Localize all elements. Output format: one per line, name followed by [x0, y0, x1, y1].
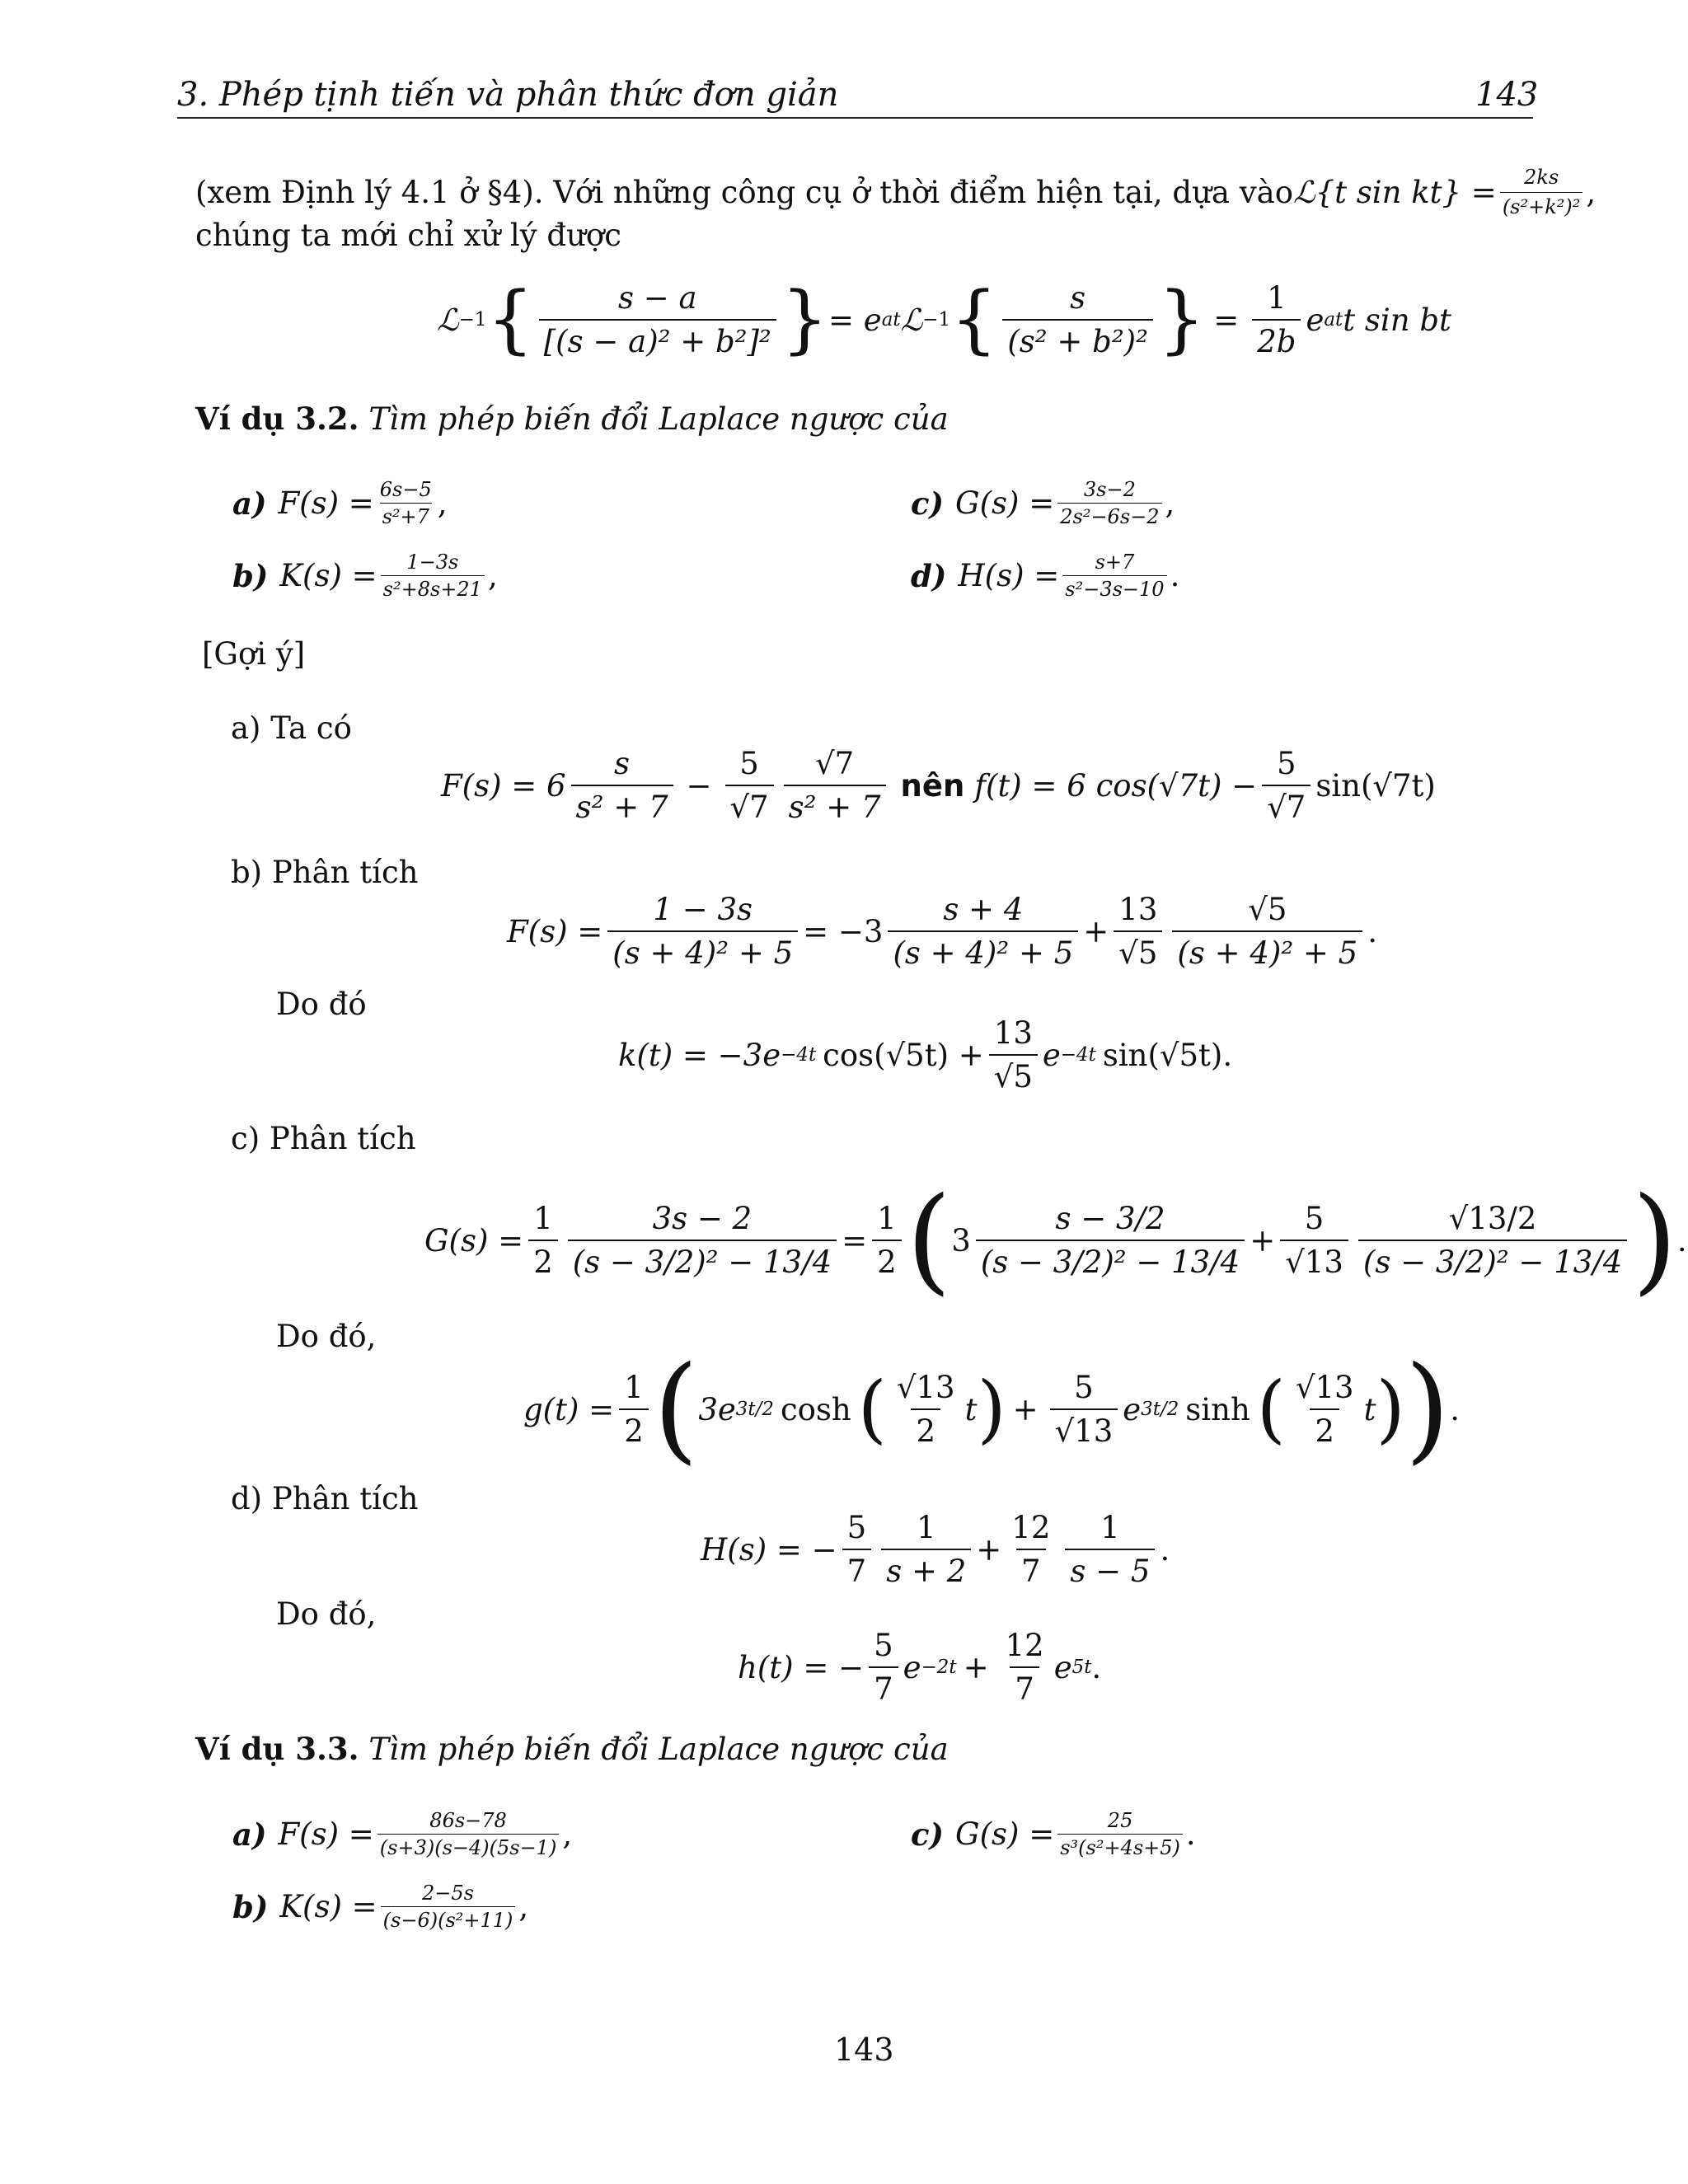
hint-b-equation: F(s) = $\frac{1 - 3s}{\text{(s + 4)² + 5}}$ = −3 $\frac{s + 4}{\text{(s + 4)² + 5}}$ + $\frac{13}{√5}$ $\frac{√5}{\text{(s + 4)² + 5}}$ .: [507, 892, 1377, 971]
ex32-item-c: c) G(s) = $\frac{3s-2}{\text{2s²−6s−2}}$ ,: [911, 478, 1175, 528]
ex32-item-b: b) K(s) = $\frac{1-3s}{\text{s²+8s+21}}$ ,: [232, 551, 498, 601]
intro-fraction: $\frac{2ks}{\text{(s²+k²)²}}$: [1500, 165, 1583, 220]
example-3-2-heading: Ví dụ 3.2. Tìm phép biến đổi Laplace ngược của: [195, 401, 949, 437]
ex33-item-c: c) G(s) = $\frac{25}{\text{s³(s²+4s+5)}}$ .: [911, 1809, 1196, 1859]
hint-b-intro: b) Phân tích: [231, 855, 419, 890]
hint-d-result: h(t) = − $\frac{5}{7}$ e −2t + $\frac{12}{7}$ e 5t .: [738, 1628, 1102, 1707]
hint-title: [Gợi ý]: [202, 636, 306, 672]
intro-text: (xem Định lý 4.1 ở §4). Với những công cụ ở thời điểm hiện tại, dựa vào: [195, 174, 1293, 210]
ex32-item-a: a) F(s) = $\frac{6s-5}{\text{s²+7}}$ ,: [232, 478, 448, 528]
hint-c-result: g(t) = $\frac{1}{2}$ ( 3e 3t/2 cosh ( $\frac{√13}{2}$ t ) + $\frac{5}{√13}$ e 3t/2 sinh ( $\frac{√13}{2}$ t ) ) .: [523, 1342, 1460, 1476]
hint-c-then: Do đó,: [276, 1319, 377, 1354]
hint-a-equation: F(s) = 6 $\frac{s}{\text{s² + 7}}$ − $\frac{5}{√7}$ $\frac{√7}{\text{s² + 7}}$ nên f(t) = 6 cos(√7t) − $\frac{5}{√7}$ sin(√7t): [441, 746, 1436, 825]
hint-d-then: Do đó,: [276, 1596, 377, 1632]
running-header-page: 143: [1475, 76, 1539, 114]
page-number: 143: [834, 2032, 894, 2068]
intro-line-1: (xem Định lý 4.1 ở §4). Với những công cụ ở thời điểm hiện tại, dựa vào ℒ{t sin kt} = $\frac{2ks}{\text{(s²+k²)²}}$ ,: [195, 165, 1596, 220]
hint-a-intro: a) Ta có: [231, 710, 352, 746]
ex32-item-d: d) H(s) = $\frac{s+7}{\text{s²−3s−10}}$ .: [911, 551, 1180, 601]
ex33-item-a: a) F(s) = $\frac{86s-78}{(s+3)(s-4)(5s-1)}$ ,: [232, 1809, 573, 1859]
hint-c-intro: c) Phân tích: [231, 1121, 416, 1156]
hint-c-equation: G(s) = $\frac{1}{2}$ $\frac{3s - 2}{\text{(s − 3/2)² − 13/4}}$ = $\frac{1}{2}$ ( 3 $\frac{s - 3/2}{\text{(s − 3/2)² − 13/4}}$ + $\frac{5}{√13}$ $\frac{√13/2}{\text{(s − 3/2)² − 13/4}}$ ) .: [424, 1173, 1687, 1307]
hint-d-intro: d) Phân tích: [231, 1481, 419, 1516]
header-rule: [177, 117, 1533, 119]
example-3-3-heading: Ví dụ 3.3. Tìm phép biến đổi Laplace ngược của: [195, 1731, 949, 1767]
ex33-item-b: b) K(s) = $\frac{2-5s}{\text{(s−6)(s²+11)}}$ ,: [232, 1882, 529, 1932]
hint-d-equation: H(s) = − $\frac{5}{7}$ $\frac{1}{s + 2}$ + $\frac{12}{7}$ $\frac{1}{s - 5}$ .: [701, 1510, 1170, 1589]
hint-b-result: k(t) = −3e −4t cos(√5t) + $\frac{13}{√5}$ e −4t sin(√5t).: [618, 1015, 1233, 1094]
hint-b-then: Do đó: [276, 987, 367, 1022]
running-header-title: 3. Phép tịnh tiến và phân thức đơn giản: [177, 76, 839, 114]
intro-line-2: chúng ta mới chỉ xử lý được: [195, 218, 621, 253]
intro-math: ℒ{t sin kt} =: [1292, 174, 1497, 210]
intro-equation: ℒ −1 { $\frac{s - a}{\text{[(s − a)² + b²]²}}$ } = e at ℒ −1 { $\frac{s}{\text{(s² + b²)²}}$ } = $\frac{1}{2b}$ e at t sin bt: [437, 276, 1451, 363]
